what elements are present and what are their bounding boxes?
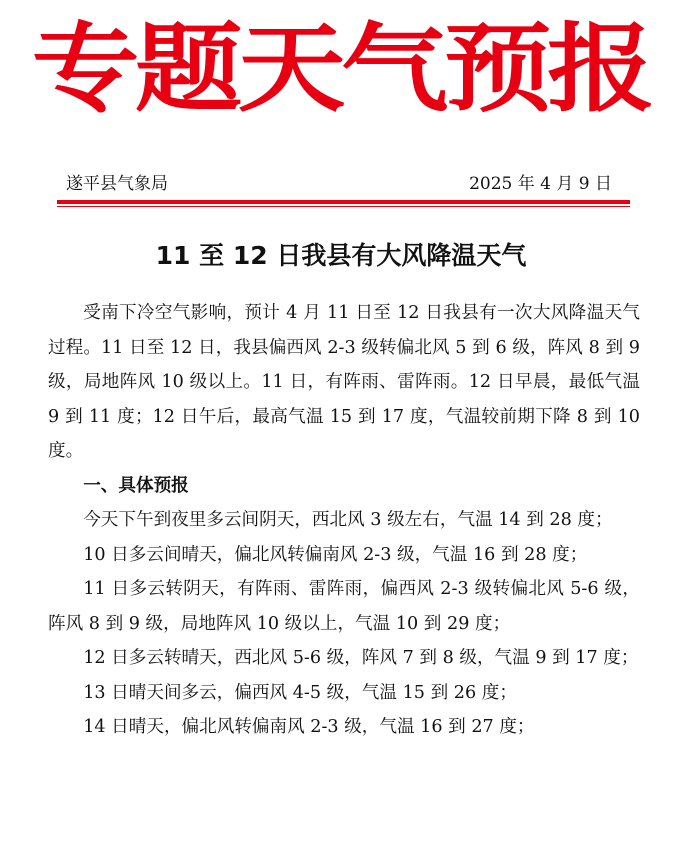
issuer-name: 遂平县气象局 — [66, 174, 168, 194]
section-heading: 一、具体预报 — [83, 475, 189, 496]
forecast-paragraph: 10 日多云间晴天，偏北风转偏南风 2-3 级，气温 16 到 28 度； — [83, 544, 588, 565]
issue-date: 2025 年 4 月 9 日 — [469, 174, 612, 194]
masthead-title: 专题天气预报 — [31, 13, 651, 125]
forecast-paragraph: 12 日多云转晴天，西北风 5-6 级，阵风 7 到 8 级，气温 9 到 17 度； — [83, 648, 639, 668]
forecast-paragraph: 13 日晴天间多云，偏西风 4-5 级，气温 15 到 26 度； — [83, 682, 517, 703]
forecast-paragraph: 14 日晴天，偏北风转偏南风 2-3 级，气温 16 到 27 度； — [83, 717, 535, 737]
red-divider-thin — [57, 206, 630, 207]
forecast-paragraph: 11 日多云转阴天，有阵雨、雷阵雨，偏西风 2-3 级转偏北风 5-6 级，阵风 8 到 9 级，局地阵风 10 级以上，气温 10 到 29 度； — [48, 579, 640, 634]
document-body — [48, 296, 640, 745]
document-title: 11 至 12 日我县有大风降温天气 — [155, 241, 527, 270]
forecast-paragraph: 今天下午到夜里多云间阴天，西北风 3 级左右，气温 14 到 28 度； — [83, 510, 613, 530]
intro-paragraph: 受南下冷空气影响，预计 4 月 11 日至 12 日我县有一次大风降温天气过程。11 日至 12 日，我县偏西风 2-3 级转偏北风 5 到 6 级，阵风 8 到 9 级，局地阵风 10 级以上。11 日，有阵雨、雷阵雨。12 日早晨，最低气温 9 到 11 度；12 日午后，最高气温 15 到 17 度，气温较前期下降 8 到 10 度。 — [48, 303, 640, 461]
issuer-date-row — [66, 170, 612, 198]
red-divider-thick — [57, 200, 630, 204]
